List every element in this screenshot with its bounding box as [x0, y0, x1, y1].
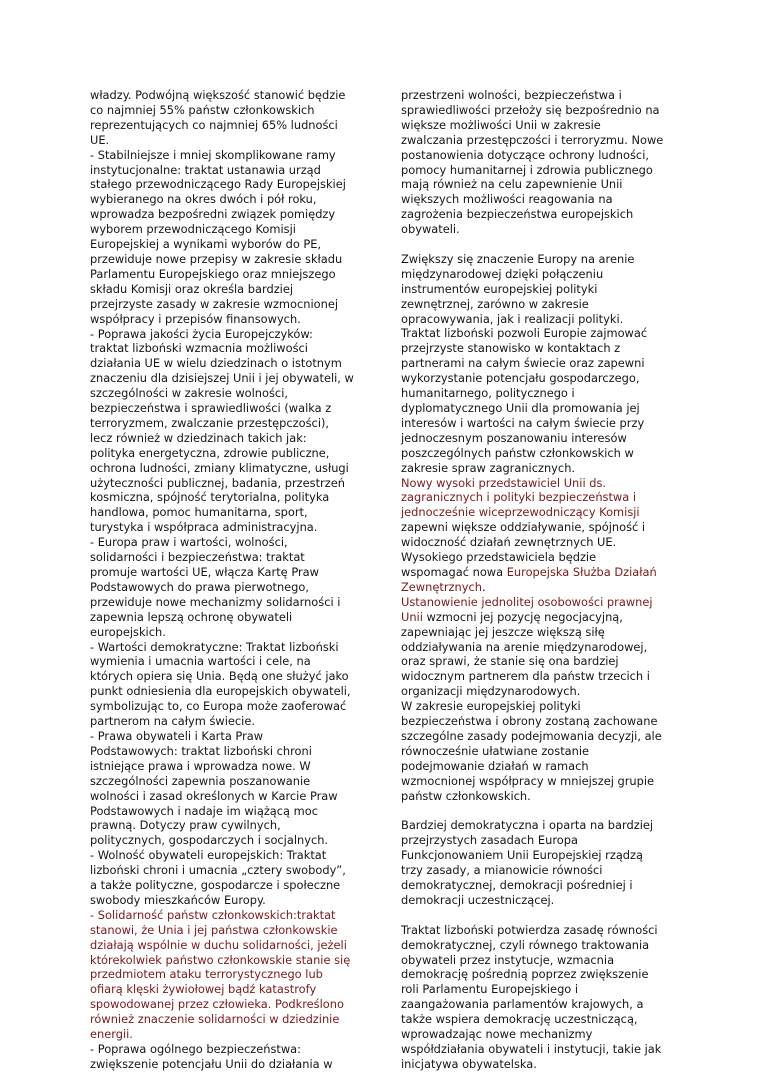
eeas-highlight: Europejska Służba Działań Zewnętrznych: [401, 564, 657, 594]
left-para-rights-values: - Europa praw i wartości, wolności, solidarności i bezpieczeństwa: traktat promuje wartości UE, włącza Kartę Praw Podstawowych do prawa pierwotnego, przewiduje nowe mechanizmy solidarności i zapewnia lepszą ochronę obywateli europejskich.: [90, 535, 341, 639]
legal-personality-text: wzmocni jej pozycję negocjacyjną, zapewniając jej jeszcze większą siłę oddziaływania na arenie międzynarodowej, oraz sprawi, że stanie się ona bardziej widocznym partnerem dla państw trzecich i organizacji międzynarodowych.: [401, 609, 650, 699]
left-column: [90, 88, 385, 1072]
left-para-quality-of-life: - Poprawa jakości życia Europejczyków: traktat lizboński wzmacnia możliwości działania UE w wielu dziedzinach o istotnym znaczeniu dla dzisiejszej Unii i jej obywateli, w szczególności w zakresie wolności, bezpieczeństwa i sprawiedliwości (walka z terroryzmem, zwalczanie przestępczości), lecz również w dziedzinach takich jak: polityka energetyczna, zdrowie publiczne, ochrona ludności, zmiany klimatyczne, usługi użyteczności publicznej, badania, przestrzeń kosmiczna, spójność terytorialna, polityka handlowa, pomoc humanitarna, sport, turystyka i współpraca administracyjna.: [90, 326, 354, 535]
legal-personality-highlight: Ustanowienie jednolitej osobowości prawnej Unii: [401, 594, 653, 624]
left-para-democratic-values: - Wartości demokratyczne: Traktat lizboński wymienia i umacnia wartości i cele, na których opiera się Unia. Będą one służyć jako punkt odniesienia dla europejskich obywateli, symbolizując to, co Europa może zaoferować partnerom na całym świecie.: [90, 639, 351, 729]
right-para-democratic-equality: Traktat lizboński potwierdza zasadę równości demokratycznej, czyli równego traktowania obywateli przez instytucje, wzmacnia demokrację pośrednią poprzez zwiększenie roli Parlamentu Europejskiego i zaangażowania parlamentów krajowych, a także wspiera demokrację uczestniczącą, wprowadzając nowe mechanizmy współdziałania obywateli i instytucji, takie jak inicjatywa obywatelska.: [401, 922, 662, 1071]
left-para-1: władzy. Podwójną większość stanowić będzie co najmniej 55% państw członkowskich reprezentujących co najmniej 65% ludności UE.: [90, 88, 346, 147]
left-para-charter: - Prawa obywateli i Karta Praw Podstawowych: traktat lizboński chroni istniejące prawa i wprowadza nowe. W szczególności zapewnia poszanowanie wolności i zasad określonych w Karcie Praw Podstawowych i nadaje im wiążącą moc prawną. Dotyczy praw cywilnych, politycznych, gospodarczych i socjalnych.: [90, 728, 338, 848]
right-para-democratic-europe: Bardziej demokratyczna i oparta na bardziej przejrzystych zasadach Europa Funkcjonowaniem Unii Europejskiej rządzą trzy zasady, a mianowicie równości demokratycznej, demokracji pośredniej i demokracji uczestniczącej.: [401, 818, 654, 907]
right-para-legal-personality: [401, 595, 701, 699]
left-para-freedoms: - Wolność obywateli europejskich: Traktat lizboński chroni i umacnia „cztery swobody”, a także polityczne, gospodarcze i społeczne swobody mieszkańców Europy.: [90, 848, 346, 907]
paragraph-gap: [401, 908, 701, 923]
right-para-high-representative: [401, 476, 701, 595]
left-para-institutional: - Stabilniejsze i mniej skomplikowane ramy instytucjonalne: traktat ustanawia urząd stałego przewodniczącego Rady Europejskiej wybieranego na okres dwóch i pół roku, wprowadza bezpośredni związek pomiędzy wyborem przewodniczącego Komisji Europejskiej a wynikami wyborów do PE, przewiduje nowe przepisy w zakresie składu Parlamentu Europejskiego oraz mniejszego składu Komisji oraz określa bardziej przejrzyste zasady w zakresie wzmocnionej współpracy i przepisów finansowych.: [90, 147, 346, 326]
paragraph-gap: [401, 803, 701, 818]
right-para-freedom-security: przestrzeni wolności, bezpieczeństwa i sprawiedliwości przełoży się bezpośrednio na większe możliwości Unii w zakresie zwalczania przestępczości i terroryzmu. Nowe postanowienia dotyczące ochrony ludności, pomocy humanitarnej i zdrowia publicznego mają również na celu zapewnienie Unii większych możliwości reagowania na zagrożenia bezpieczeństwa europejskich obywateli.: [401, 88, 664, 237]
left-para-security: - Poprawa ogólnego bezpieczeństwa: zwiększenie potencjału Unii do działania w: [90, 1042, 333, 1071]
eeas-period: .: [481, 579, 486, 594]
right-para-defence-policy: W zakresie europejskiej polityki bezpieczeństwa i obrony zostaną zachowane szczególne zasady podejmowania decyzji, ale równocześnie ułatwiane zostanie podejmowanie działań w ramach wzmocnionej współpracy w mniejszej grupie państw członkowskich.: [401, 699, 662, 803]
paragraph-gap: [401, 237, 701, 252]
high-representative-text: zapewni większe oddziaływanie, spójność i widoczność działań zewnętrznych UE. Wysokiego przedstawiciela będzie wspomagać nowa: [401, 520, 646, 579]
right-column: [401, 88, 701, 1072]
left-para-solidarity: - Solidarność państw członkowskich:traktat stanowi, że Unia i jej państwa członkowskie działają wspólnie w duchu solidarności, jeżeli którekolwiek państwo członkowskie stanie się przedmiotem ataku terrorystycznego lub ofiarą klęski żywiołowej bądź katastrofy spowodowanej przez człowieka. Podkreślono również znaczenie solidarności w dziedzinie energii.: [90, 907, 351, 1042]
right-para-international-role: Zwiększy się znaczenie Europy na arenie międzynarodowej dzięki połączeniu instrumentów europejskiej polityki zewnętrznej, zarówno w zakresie opracowywania, jak i realizacji polityki. Traktat lizboński pozwoli Europie zajmować przejrzyste stanowisko w kontaktach z partnerami na całym świecie oraz zapewni wykorzystanie potencjału gospodarczego, humanitarnego, politycznego i dyplomatycznego Unii dla promowania jej interesów i wartości na całym świecie przy jednoczesnym poszanowaniu interesów poszczególnych państw członkowskich w zakresie spraw zagranicznych.: [401, 251, 648, 475]
high-representative-highlight: Nowy wysoki przedstawiciel Unii ds. zagranicznych i polityki bezpieczeństwa i jednocześnie wiceprzewodniczący Komisji: [401, 475, 640, 520]
